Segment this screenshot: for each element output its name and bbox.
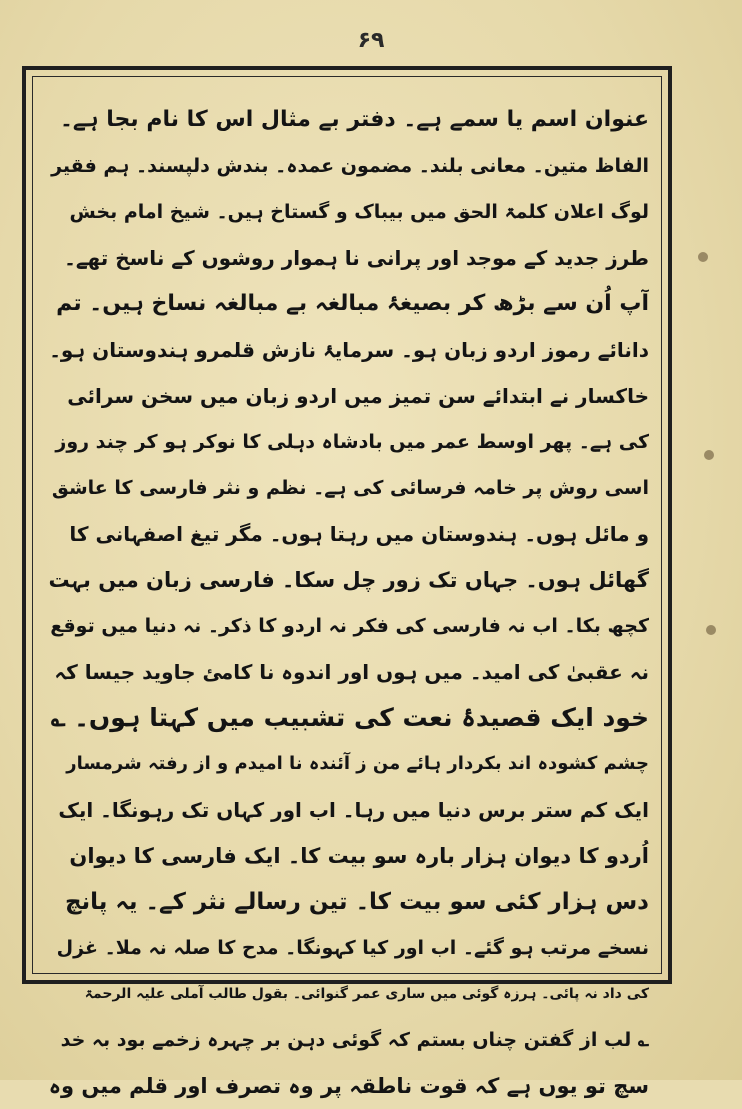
text-line: خود ایک قصیدۂ نعت کی تشبیب میں کہتا ہوں۔ ؎: [50, 703, 649, 732]
urdu-text-block: [45, 97, 649, 1109]
text-frame: [22, 66, 672, 1098]
text-line: آپ اُن سے بڑھ کر بصیغۂ مبالغہ بے مبالغہ نساخ ہیں۔ تم: [56, 291, 649, 316]
binding-hole: [706, 625, 716, 635]
text-line: خاکسار نے ابتدائے سن تمیز میں اردو زبان میں سخن سرائی: [67, 384, 649, 408]
verse-line: چشم کشودہ اند بکردار ہائے من ز آئندہ نا امیدم و از رفتہ شرمسار: [66, 753, 649, 774]
text-line: سچ تو یوں ہے کہ قوت ناطقہ پر وہ تصرف اور قلم میں وہ: [48, 1074, 649, 1098]
binding-hole: [704, 450, 714, 460]
text-line: لوگ اعلان کلمۃ الحق میں بیباک و گستاخ ہیں۔ شیخ امام بخش: [69, 201, 649, 223]
text-line: دس ہزار کئی سو بیت کا۔ تین رسالے نثر کے۔ یہ پانچ: [64, 889, 649, 915]
text-line: گھائل ہوں۔ جہاں تک زور چل سکا۔ فارسی زبان میں بہت: [48, 568, 649, 592]
text-line: طرز جدید کے موجد اور پرانی نا ہموار روشوں کے ناسخ تھے۔: [64, 246, 649, 270]
text-line: ایک کم ستر برس دنیا میں رہا۔ اب اور کہاں تک رہونگا۔ ایک: [58, 798, 649, 822]
text-line: عنوان اسم یا سمے ہے۔ دفتر بے مثال اس کا نام بجا ہے۔: [59, 107, 649, 132]
text-line: کی داد نہ پائی۔ ہرزہ گوئی میں ساری عمر گنوائی۔ بقول طالب آملی علیہ الرحمۃ: [84, 986, 649, 1002]
verse-line: ؎ لب از گفتن چناں بستم کہ گوئی دہن بر چہرہ زخمے بود بہ خد: [60, 1029, 649, 1051]
text-frame-inner: [32, 76, 662, 1098]
text-line: کی ہے۔ پھر اوسط عمر میں بادشاہ دہلی کا نوکر ہو کر چند روز: [55, 431, 649, 453]
text-line: نسخے مرتب ہو گئے۔ اب اور کیا کہونگا۔ مدح کا صلہ نہ ملا۔ غزل: [56, 937, 649, 959]
text-line: نہ عقبیٰ کی امید۔ میں ہوں اور اندوہ نا کامئ جاوید جیسا کہ: [54, 660, 649, 684]
binding-hole: [698, 252, 708, 262]
text-line: اُردو کا دیوان ہزار بارہ سو بیت کا۔ ایک فارسی کا دیوان: [69, 844, 649, 868]
page-number: ۶۹: [357, 28, 385, 53]
text-line: و مائل ہوں۔ ہندوستان میں رہتا ہوں۔ مگر تیغ اصفہانی کا: [69, 522, 649, 546]
text-line: الفاظ متین۔ معانی بلند۔ مضمون عمدہ۔ بندش دلپسند۔ ہم فقیر: [51, 155, 649, 177]
text-line: دانائے رموز اردو زبان ہو۔ سرمایۂ نازش قلمرو ہندوستان ہو۔: [49, 338, 649, 362]
text-line: کچھ بکا۔ اب نہ فارسی کی فکر نہ اردو کا ذکر۔ نہ دنیا میں توقع: [50, 615, 649, 637]
text-line: اسی روش پر خامہ فرسائی کی ہے۔ نظم و نثر فارسی کا عاشق: [51, 477, 649, 499]
